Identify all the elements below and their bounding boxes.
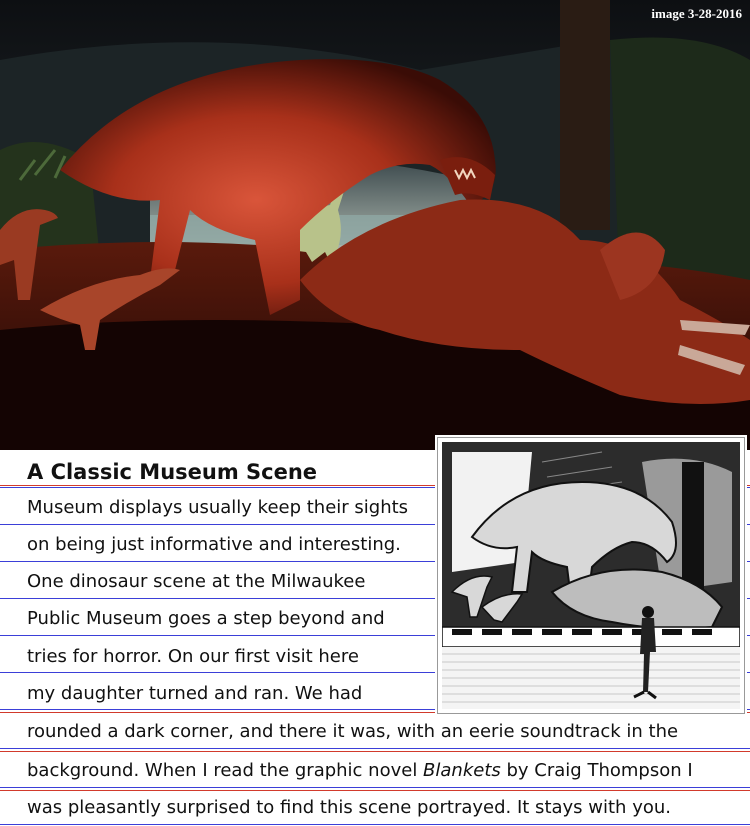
paper-rule	[0, 824, 750, 825]
article-title: A Classic Museum Scene	[27, 460, 318, 484]
article-line-text: by Craig Thompson I	[500, 760, 693, 781]
article-line: Museum displays usually keep their sights	[27, 497, 409, 518]
book-title-blankets: Blankets	[423, 760, 501, 781]
paper-rule	[0, 748, 750, 749]
graphic-novel-panel	[437, 437, 745, 714]
image-date-stamp: image 3-28-2016	[651, 6, 742, 21]
article-line-text: background. When I read the graphic novel	[27, 760, 424, 781]
article-line: One dinosaur scene at the Milwaukee	[27, 571, 366, 592]
article-line: on being just informative and interesting.	[27, 534, 401, 555]
paper-rule	[0, 787, 750, 788]
article-line: Public Museum goes a step beyond and	[27, 608, 385, 629]
article-line	[27, 761, 693, 781]
paper-rule-red	[0, 790, 750, 791]
article-line: was pleasantly surprised to find this scene portrayed. It stays with you.	[27, 797, 671, 818]
paper-rule-red	[0, 751, 750, 752]
article-line: rounded a dark corner, and there it was, with an eerie soundtrack in the	[27, 721, 679, 742]
comic-dinosaur-illustration	[442, 442, 740, 709]
article-line: tries for horror. On our first visit here	[27, 646, 359, 667]
article-line: my daughter turned and ran. We had	[27, 683, 363, 704]
